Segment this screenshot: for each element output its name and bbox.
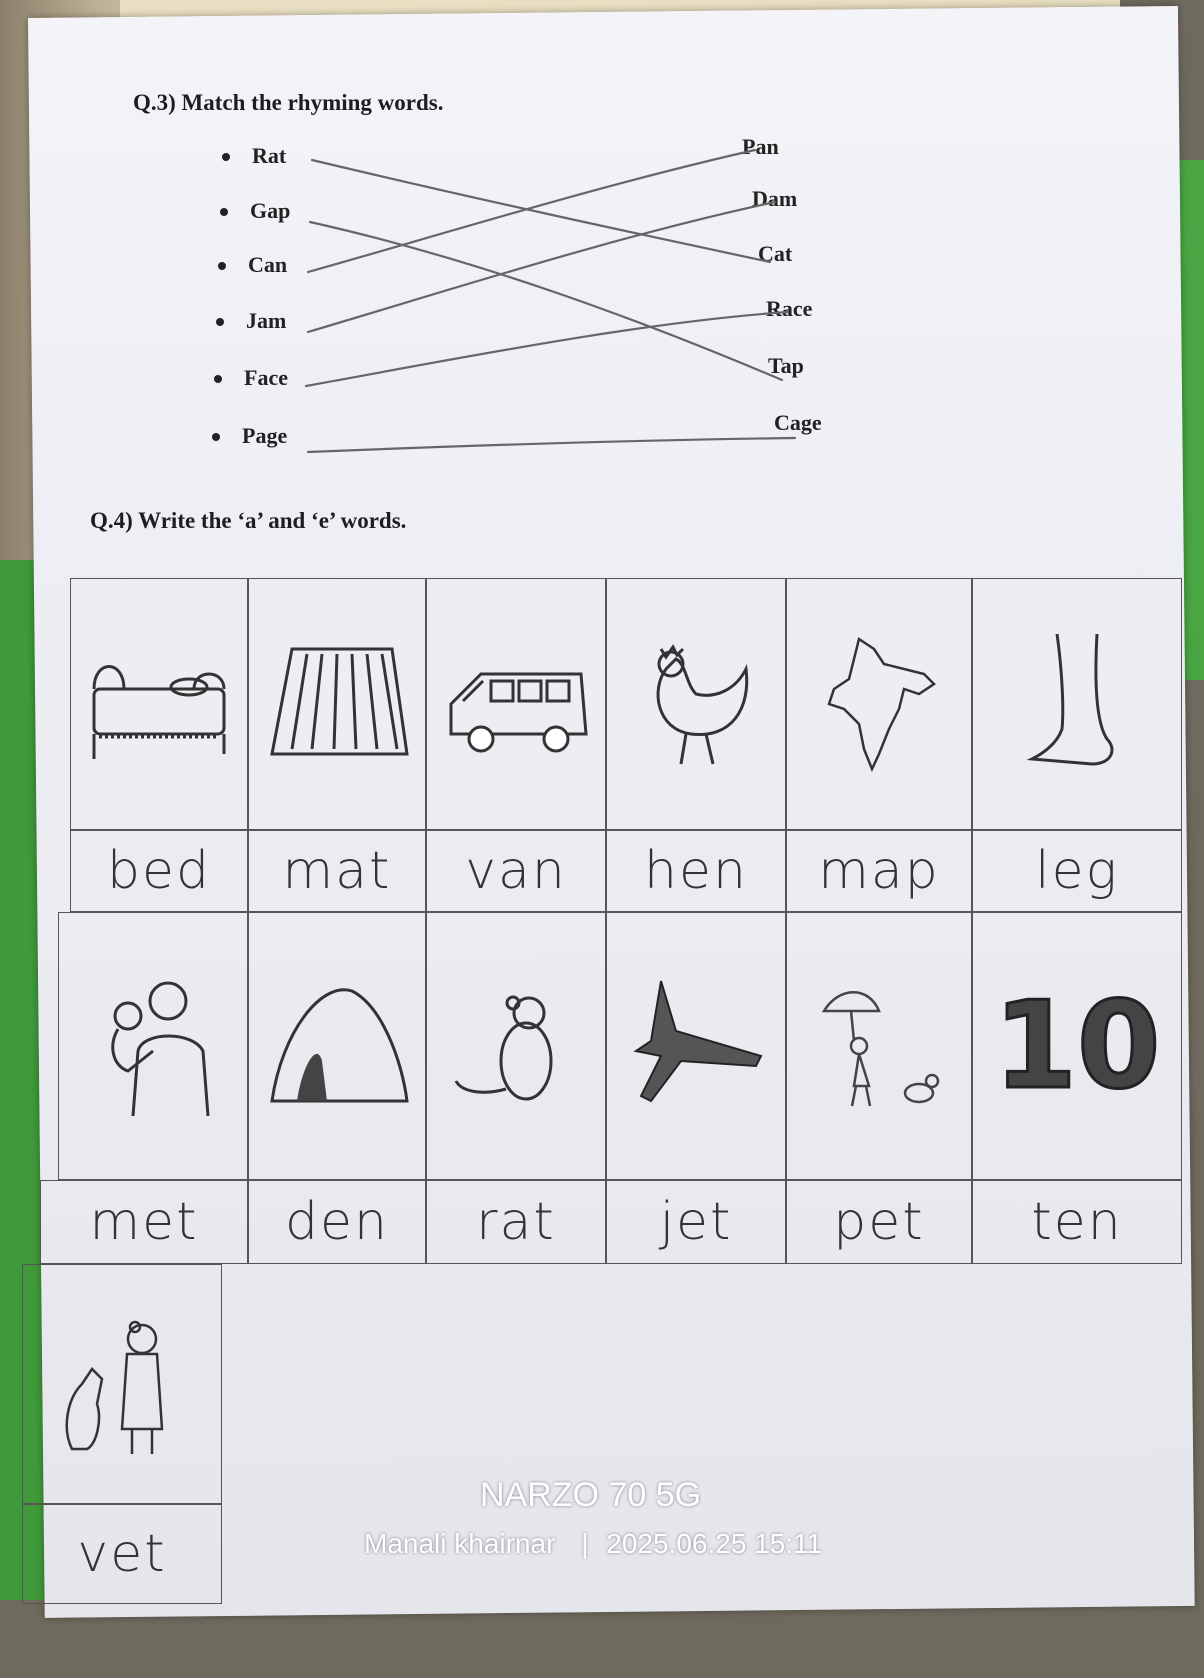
right-word-pan: Pan	[742, 134, 779, 159]
picture-cell-bed	[70, 578, 248, 830]
picture-cell-jet	[606, 912, 786, 1180]
right-word-dam: Dam	[752, 186, 798, 211]
watermark-datetime: 2025.06.25 15:11	[606, 1528, 823, 1559]
camera-watermark-info	[364, 1528, 822, 1560]
q4-title: Q.4) Write the ‘a’ and ‘e’ words.	[90, 508, 407, 533]
picture-cell-pet	[786, 912, 972, 1180]
number-ten-icon: 10	[993, 976, 1161, 1116]
right-word-race: Race	[766, 296, 813, 321]
word-cell-vet: vet	[22, 1504, 222, 1604]
picture-cell-vet	[22, 1264, 222, 1504]
picture-cell-map	[786, 578, 972, 830]
left-word-face: Face	[244, 365, 288, 390]
word-cell-hen: hen	[606, 830, 786, 912]
word-cell-met: met	[40, 1180, 248, 1264]
match-line-page-cage	[308, 438, 795, 452]
picture-cell-mat	[248, 578, 426, 830]
match-line-rat-cat	[312, 160, 770, 262]
leg-icon	[1002, 629, 1152, 779]
word-cell-ten: ten	[972, 1180, 1182, 1264]
match-line-gap-tap	[310, 222, 782, 380]
watermark-separator: |	[581, 1528, 589, 1559]
left-word-can: Can	[248, 252, 288, 277]
mat-icon	[262, 629, 412, 779]
word-cell-pet: pet	[786, 1180, 972, 1264]
picture-cell-man-with-child	[58, 912, 248, 1180]
word-cell-rat: rat	[426, 1180, 606, 1264]
left-word-page: Page	[242, 423, 288, 448]
left-word-rat: Rat	[252, 143, 287, 168]
bed-icon	[84, 629, 234, 779]
q3-title: Q.3) Match the rhyming words.	[133, 90, 444, 115]
jet-icon	[621, 971, 771, 1121]
word-cell-mat: mat	[248, 830, 426, 912]
match-line-face-race	[306, 312, 788, 386]
matching-lines	[0, 0, 1204, 480]
word-cell-den: den	[248, 1180, 426, 1264]
right-word-cat: Cat	[758, 241, 793, 266]
picture-cell-leg	[972, 578, 1182, 830]
hen-icon	[621, 629, 771, 779]
word-cell-van: van	[426, 830, 606, 912]
den-icon	[262, 971, 412, 1121]
word-cell-bed: bed	[70, 830, 248, 912]
left-word-jam: Jam	[246, 308, 287, 333]
left-word-gap: Gap	[250, 198, 291, 223]
picture-cell-hen	[606, 578, 786, 830]
picture-cell-van	[426, 578, 606, 830]
camera-watermark-device: NARZO 70 5G	[480, 1476, 702, 1514]
picture-cell-den	[248, 912, 426, 1180]
picture-cell-rat	[426, 912, 606, 1180]
match-line-jam-dam	[308, 202, 775, 332]
man-with-child-icon	[78, 971, 228, 1121]
right-word-cage: Cage	[774, 410, 822, 435]
right-word-tap: Tap	[768, 353, 804, 378]
girl-with-pet-icon	[804, 971, 954, 1121]
word-cell-leg: leg	[972, 830, 1182, 912]
rat-icon	[441, 971, 591, 1121]
vet-icon	[47, 1309, 197, 1459]
word-cell-map: map	[786, 830, 972, 912]
van-icon	[441, 629, 591, 779]
word-cell-jet: jet	[606, 1180, 786, 1264]
picture-cell-ten	[972, 912, 1182, 1180]
watermark-author: Manali khairnar	[364, 1528, 556, 1559]
map-icon	[804, 629, 954, 779]
